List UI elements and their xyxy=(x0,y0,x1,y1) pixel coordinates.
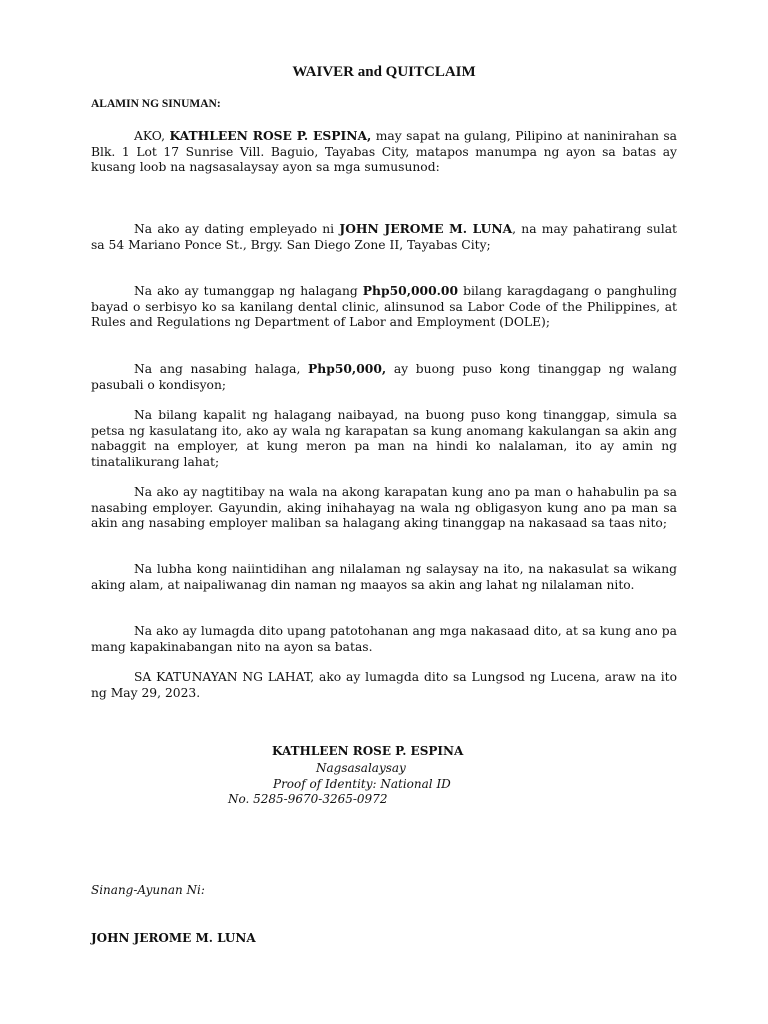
paragraph-text: Na ako ay tumanggap ng halagang xyxy=(134,284,363,298)
paragraph-declarant xyxy=(91,128,677,176)
signatory-role: Nagsasalaysay xyxy=(316,761,406,775)
paragraph-text: bilang karagdagang o panghuling bayad o serbisyo ko sa kanilang dental clinic, alinsunod sa Labor Code of the Philippines, at Rules and Regulations ng Department of Labor and Employment (DOLE); xyxy=(91,284,678,330)
acceptance-amount: Php50,000, xyxy=(308,361,387,376)
signatory-id-number: No. 5285-9670-3265-0972 xyxy=(228,792,388,806)
agreement-label: Sinang-Ayunan Ni: xyxy=(91,883,205,897)
signatory-name: KATHLEEN ROSE P. ESPINA xyxy=(272,744,464,758)
paragraph-text: AKO, xyxy=(134,129,170,143)
paragraph-attestation: SA KATUNAYAN NG LAHAT, ako ay lumagda dito sa Lungsod ng Lucena, araw na ito ng May 29, 2023. xyxy=(91,670,677,700)
employer-name: JOHN JEROME M. LUNA xyxy=(339,221,513,236)
paragraph-waiver: Na bilang kapalit ng halagang naibayad, na buong puso kong tinanggap, simula sa petsa ng kasulatang ito, ako ay wala ng karapatan sa kung anomang kakulangan sa akin ang nabaggit na employer, at kung meron pa man na hindi ko nalalaman, ito ay amin ng tinatalikurang lahat; xyxy=(91,408,677,469)
paragraph-signing: Na ako ay lumagda dito upang patotohanan ang mga nakasaad dito, at sa kung ano pa mang kapakinabangan nito na ayon sa batas. xyxy=(91,624,677,654)
document-title: WAIVER and QUITCLAIM xyxy=(292,64,476,80)
paragraph-text: may sapat na gulang, Pilipino at naninirahan sa Blk. 1 Lot 17 Sunrise Vill. Baguio, Tayabas City, matapos manumpa ng ayon sa batas ay kusang loob na nagsasalaysay ayon sa mga sumusunod: xyxy=(91,129,677,175)
paragraph-understanding: Na lubha kong naiintidihan ang nilalaman ng salaysay na ito, na nakasulat sa wikang aking alam, at naipaliwanag din naman ng maayos sa akin ang lahat ng nilalaman nito. xyxy=(91,562,677,592)
declarant-name: KATHLEEN ROSE P. ESPINA, xyxy=(169,128,372,143)
payment-amount: Php50,000.00 xyxy=(362,283,459,298)
signatory-proof-of-identity: Proof of Identity: National ID xyxy=(273,777,451,791)
address-line: ALAMIN NG SINUMAN: xyxy=(91,98,221,110)
agreement-name: JOHN JEROME M. LUNA xyxy=(91,931,256,945)
paragraph-employer xyxy=(91,221,677,253)
paragraph-payment xyxy=(91,283,677,331)
paragraph-acceptance xyxy=(91,361,677,393)
paragraph-text: , na may pahatirang sulat sa 54 Mariano Ponce St., Brgy. San Diego Zone II, Tayabas City; xyxy=(91,222,677,252)
paragraph-text: Na ako ay dating empleyado ni xyxy=(134,222,340,236)
paragraph-text: Na ang nasabing halaga, xyxy=(134,362,309,376)
paragraph-text: ay buong puso kong tinanggap ng walang pasubali o kondisyon; xyxy=(91,362,677,392)
paragraph-affirmation: Na ako ay nagtitibay na wala na akong karapatan kung ano pa man o hahabulin pa sa nasabing employer. Gayundin, aking inihahayag na wala ng obligasyon kung ano pa man sa akin ang nasabing employer maliban sa halagang aking tinanggap na nakasaad sa taas nito; xyxy=(91,485,677,531)
